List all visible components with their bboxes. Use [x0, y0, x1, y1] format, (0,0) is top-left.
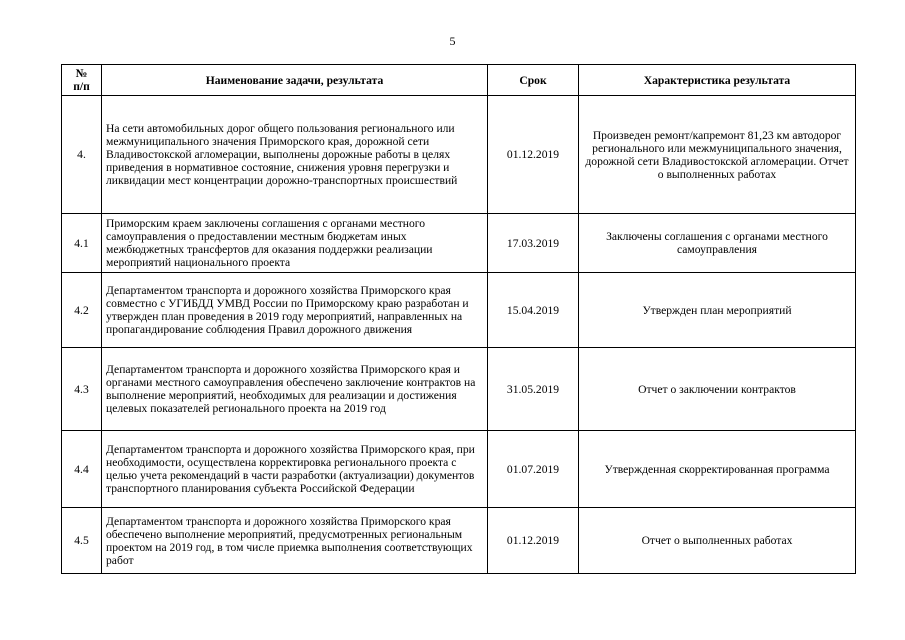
- row-result: Отчет о выполненных работах: [579, 508, 856, 574]
- row-task-name: Департаментом транспорта и дорожного хозяйства Приморского края обеспечено выполнение мероприятий, предусмотренных региональным проектом на 2019 год, в том числе приемка выполнения соответствующих работ: [102, 508, 488, 574]
- row-number: 4.3: [62, 348, 102, 431]
- row-task-name: Приморским краем заключены соглашения с органами местного самоуправления о предоставлении местным бюджетам иных межбюджетных трансфертов для оказания поддержки реализации мероприятий национального проекта: [102, 214, 488, 273]
- row-number: 4.5: [62, 508, 102, 574]
- row-task-name: Департаментом транспорта и дорожного хозяйства Приморского края и органами местного самоуправления обеспечено заключение контрактов на выполнение мероприятий, необходимых для реализации и достижения целевых показателей регионального проекта на 2019 год: [102, 348, 488, 431]
- table-header-row: [62, 65, 856, 96]
- table-row: [62, 273, 856, 348]
- row-number: 4.2: [62, 273, 102, 348]
- table-row: [62, 214, 856, 273]
- row-result: Утвержденная скорректированная программа: [579, 431, 856, 508]
- table-row: [62, 96, 856, 214]
- row-deadline: 31.05.2019: [488, 348, 579, 431]
- row-result: Отчет о заключении контрактов: [579, 348, 856, 431]
- header-deadline: Срок: [488, 65, 579, 96]
- page-number: 5: [449, 34, 456, 48]
- row-result: Произведен ремонт/капремонт 81,23 км автодорог регионального или межмуниципального значения, дорожной сети Владивостокской агломерации. Отчет о выполненных работах: [579, 96, 856, 214]
- table-row: [62, 348, 856, 431]
- row-deadline: 15.04.2019: [488, 273, 579, 348]
- tasks-table: [61, 64, 856, 574]
- header-number: [62, 65, 102, 96]
- row-deadline: 17.03.2019: [488, 214, 579, 273]
- header-number-line2: п/п: [73, 80, 90, 93]
- row-deadline: 01.12.2019: [488, 508, 579, 574]
- row-task-name: На сети автомобильных дорог общего пользования регионального или межмуниципального значения Приморского края, дорожной сети Владивостокской агломерации, выполнены дорожные работы в целях приведения в нормативное состояние, снижения уровня перегрузки и ликвидации мест концентрации дорожно-транспортных происшествий: [102, 96, 488, 214]
- table-row: [62, 508, 856, 574]
- row-task-name: Департаментом транспорта и дорожного хозяйства Приморского края совместно с УГИБДД УМВД России по Приморскому краю разработан и утвержден план проведения в 2019 году мероприятий, направленных на пропагандирование соблюдения Правил дорожного движения: [102, 273, 488, 348]
- header-name: Наименование задачи, результата: [102, 65, 488, 96]
- row-number: 4.4: [62, 431, 102, 508]
- row-result: Утвержден план мероприятий: [579, 273, 856, 348]
- row-task-name: Департаментом транспорта и дорожного хозяйства Приморского края, при необходимости, осуществлена корректировка регионального проекта с целью учета рекомендаций в части разработки (актуализации) документов транспортного планирования субъекта Российской Федерации: [102, 431, 488, 508]
- header-number-line1: №: [75, 67, 88, 80]
- header-result: Характеристика результата: [579, 65, 856, 96]
- row-result: Заключены соглашения с органами местного самоуправления: [579, 214, 856, 273]
- table-row: [62, 431, 856, 508]
- row-number: 4.1: [62, 214, 102, 273]
- row-deadline: 01.07.2019: [488, 431, 579, 508]
- row-deadline: 01.12.2019: [488, 96, 579, 214]
- row-number: 4.: [62, 96, 102, 214]
